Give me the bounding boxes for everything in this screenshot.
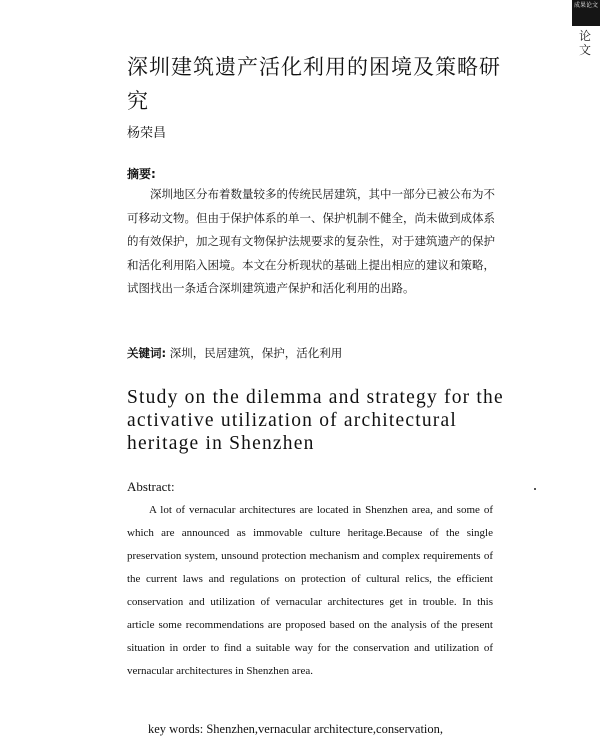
- english-keywords: [148, 722, 508, 737]
- side-section-label: 论文: [579, 29, 592, 57]
- author: 杨荣昌: [127, 126, 167, 141]
- chinese-abstract-label: 摘要:: [127, 167, 156, 181]
- english-abstract-label: Abstract:: [127, 479, 175, 494]
- english-title: Study on the dilemma and strategy for the activative utilization of architectural heritage in Shenzhen: [127, 387, 504, 454]
- chinese-keywords-text: 深圳，民居建筑，保护，活化利用: [169, 346, 343, 360]
- english-keywords-label: key words:: [148, 722, 204, 736]
- chinese-keywords-label: 关键词:: [127, 346, 167, 360]
- english-keywords-text: Shenzhen,vernacular architecture,conservation,: [206, 722, 444, 736]
- section-tab: 成果论文: [572, 0, 600, 26]
- scan-speck: [534, 488, 536, 490]
- chinese-keywords: [127, 345, 342, 361]
- chinese-title: 深圳建筑遗产活化利用的困境及策略研究: [127, 55, 501, 113]
- chinese-abstract-text: 深圳地区分布着数量较多的传统民居建筑，其中一部分已被公布为不可移动文物。但由于保护体系的单一、保护机制不健全，尚未做到成体系的有效保护，加之现有文物保护法规要求的复杂性，对于建筑遗产的保护和活化利用陷入困境。本文在分析现状的基础上提出相应的建议和策略，试图找出一条适合深圳建筑遗产保护和活化利用的出路。: [127, 187, 495, 295]
- english-abstract-text: A lot of vernacular architectures are located in Shenzhen area, and some of which are announced as immovable culture heritage.Because of the single preservation system, unsound protection mechanism and complex requirements of the current laws and regulations on protection of cultural relics, the efficient conservation and utilization of vernacular architectures get in trouble. In this article some recommendations are proposed based on the analysis of the present situation in order to find a suitable way for the conservation and utilization of vernacular architectures in Shenzhen area.: [127, 504, 493, 677]
